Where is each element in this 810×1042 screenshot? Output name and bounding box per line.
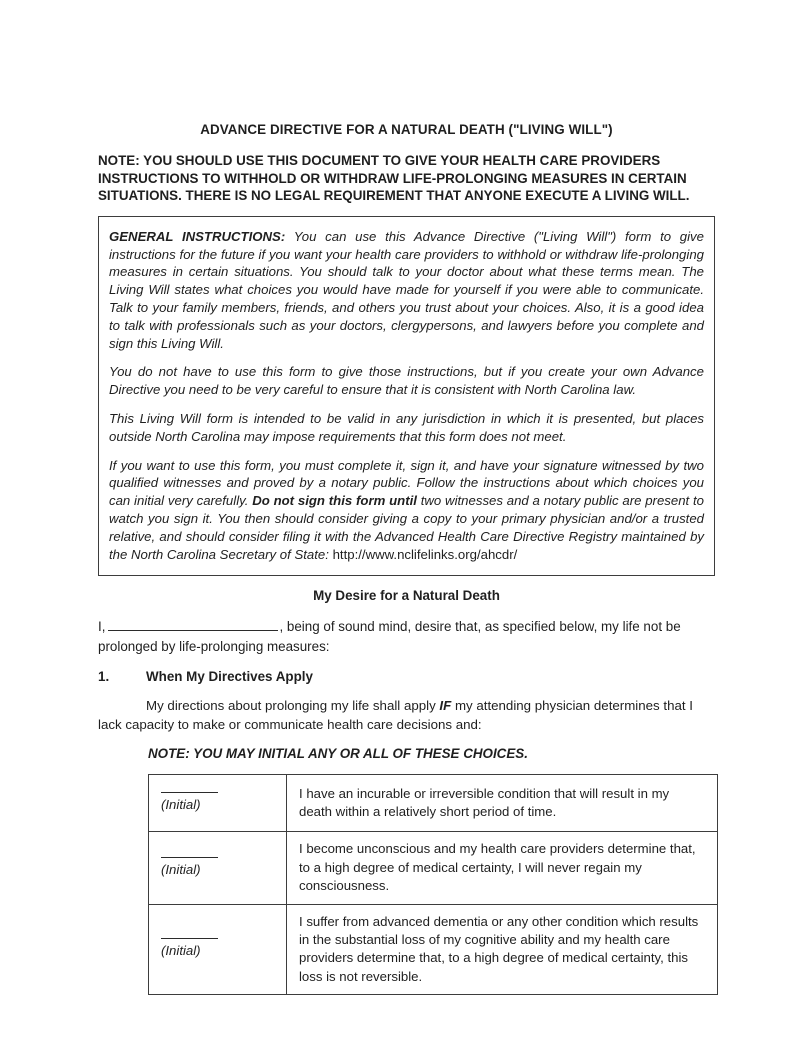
initial-label: (Initial) (161, 861, 201, 877)
if-emphasis: IF (439, 698, 452, 714)
declarant-name-blank[interactable] (108, 618, 278, 631)
section-1-body-tail: my attending physician determines that I lack capacity to make or communicate health care decisions and: (98, 698, 693, 733)
choice-text-1: I have an incurable or irreversible condition that will result in my death within a relatively short period of time. (287, 775, 718, 832)
choices-table (148, 774, 718, 995)
declaration-suffix: , being of sound mind, desire that, as specified below, my life not be prolonged by life-prolonging measures: (98, 619, 681, 655)
initial-label: (Initial) (161, 797, 201, 813)
general-instructions-paragraph-4 (109, 457, 704, 564)
initial-blank-line[interactable] (161, 792, 218, 793)
section-1-body (98, 696, 715, 734)
top-note: NOTE: YOU SHOULD USE THIS DOCUMENT TO GIVE YOUR HEALTH CARE PROVIDERS INSTRUCTIONS TO WITHHOLD OR WITHDRAW LIFE-PROLONGING MEASURES IN CERTAIN SITUATIONS. THERE IS NO LEGAL REQUIREMENT THAT ANYONE EXECUTE A LIVING WILL. (98, 153, 690, 204)
initial-blank-line[interactable] (161, 938, 218, 939)
choice-text-2: I become unconscious and my health care providers determine that, to a high degree of medical certainty, I will never regain my consciousness. (287, 832, 718, 904)
choices-table-row-2 (149, 832, 718, 904)
general-instructions-box (98, 216, 715, 577)
declaration-prefix: I, (98, 619, 106, 635)
initial-blank-line[interactable] (161, 857, 218, 858)
initial-label: (Initial) (161, 943, 201, 959)
section-1-body-lead: My directions about prolonging my life shall apply (146, 698, 440, 714)
choice-text-3: I suffer from advanced dementia or any other condition which results in the substantial loss of my cognitive ability and my health care providers determine that, to a high degree of medical certainty, this loss is not reversible. (287, 904, 718, 995)
initial-cell-3[interactable] (149, 904, 287, 995)
general-instructions-label: GENERAL INSTRUCTIONS: (109, 228, 286, 244)
section-1-heading (98, 669, 715, 684)
paragraph-4-tail: two witnesses and a notary public are present to watch you sign it. You then should consider giving a copy to your primary physician and/or a trusted relative, and should consider filing it with the Advanced Health Care Directive Registry maintained by the North Carolina Secretary of State: (109, 493, 705, 562)
general-instructions-paragraph-3: This Living Will form is intended to be valid in any jurisdiction in which it is presented, but places outside North Carolina may impose requirements that this form does not meet. (109, 410, 704, 444)
do-not-sign-emphasis: Do not sign this form until (252, 493, 417, 509)
document-title: ADVANCE DIRECTIVE FOR A NATURAL DEATH ("LIVING WILL") (200, 122, 613, 137)
choices-table-row-3 (149, 904, 718, 995)
initial-cell-2[interactable] (149, 832, 287, 904)
declaration-paragraph (98, 617, 715, 657)
desire-section-heading: My Desire for a Natural Death (313, 588, 500, 604)
general-instructions-paragraph-2: You do not have to use this form to give those instructions, but if you create your own Advance Directive you need to be very careful to ensure that it is consistent with North Carolina law. (109, 364, 704, 398)
initial-choices-note: NOTE: YOU MAY INITIAL ANY OR ALL OF THESE CHOICES. (148, 746, 528, 762)
registry-url: http://www.nclifelinks.org/ahcdr/ (332, 546, 518, 562)
section-1-title: When My Directives Apply (146, 669, 313, 685)
general-instructions-paragraph-1 (109, 228, 704, 353)
general-instructions-text-1: You can use this Advance Directive ("Living Will") form to give instructions for the future if you want your health care providers to withhold or withdraw life-prolonging measures in certain situations. You should talk to your doctor about what these terms mean. The Living Will states what choices you would have made for yourself if you were able to communicate. Talk to your family members, friends, and others you trust about your choices. Also, it is a good idea to talk with professionals such as your doctors, clergypersons, and lawyers before you complete and sign this Living Will. (109, 228, 704, 351)
choices-table-row-1 (149, 775, 718, 832)
initial-cell-1[interactable] (149, 775, 287, 832)
paragraph-4-lead: If you want to use this form, you must complete it, sign it, and have your signature witnessed by two qualified witnesses and proved by a notary public. Follow the instructions about which choices you can initial very carefully. (109, 457, 704, 509)
section-1-number: 1. (98, 669, 110, 685)
